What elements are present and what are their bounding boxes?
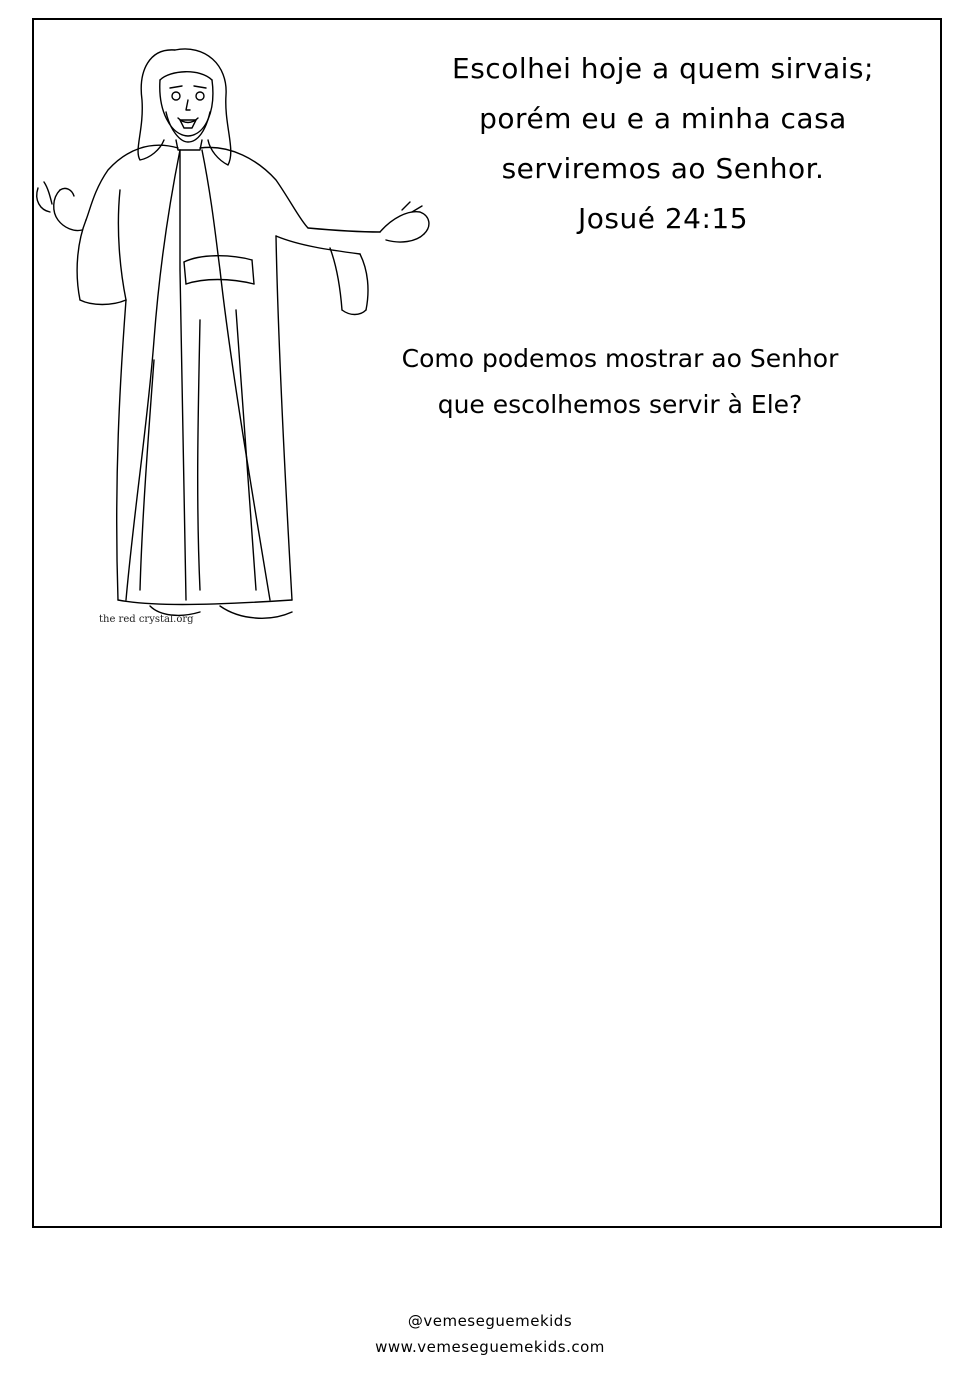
- verse-line: Escolhei hoje a quem sirvais;: [452, 52, 874, 85]
- verse-line: porém eu e a minha casa: [479, 102, 847, 135]
- footer: [290, 1308, 690, 1360]
- question-line: Como podemos mostrar ao Senhor: [401, 344, 839, 373]
- verse-reference: Josué 24:15: [577, 202, 749, 235]
- website-link: www.vemeseguemekids.com: [375, 1338, 605, 1356]
- question-line: que escolhemos servir à Ele?: [437, 390, 803, 419]
- illustration-credit: the red crystal.org: [99, 614, 194, 625]
- bible-verse: [398, 44, 928, 244]
- social-handle: @vemeseguemekids: [407, 1312, 573, 1330]
- verse-line: serviremos ao Senhor.: [501, 152, 825, 185]
- reflection-question: [340, 336, 900, 428]
